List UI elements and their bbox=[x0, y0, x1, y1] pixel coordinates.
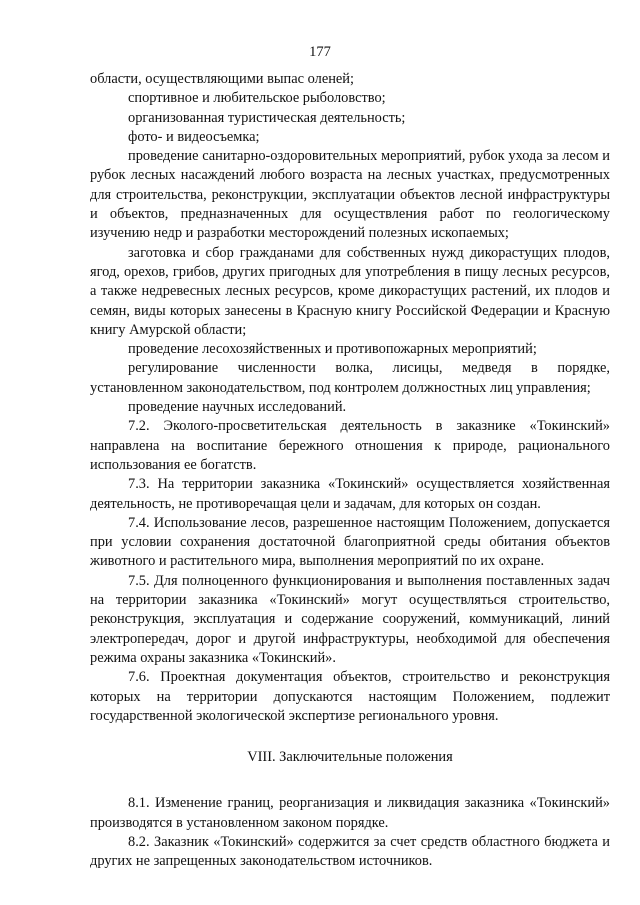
paragraph: 7.4. Использование лесов, разрешенное настоящим Положением, допускается при условии сохранения достаточной благоприятной среды обитания объектов животного и растительного мира, выполнения мероприятий по их охране. bbox=[90, 514, 610, 570]
paragraph: 7.2. Эколого-просветительская деятельность в заказнике «Токинский» направлена на воспитание бережного отношения к природе, рационального использования ее богатств. bbox=[90, 418, 610, 473]
paragraph: регулирование численности волка, лисицы, медведя в порядке, установленном законодательством, под контролем должностных лиц управления; bbox=[90, 360, 610, 396]
section-heading: VIII. Заключительные положения bbox=[247, 749, 453, 766]
page-number: 177 bbox=[309, 44, 331, 60]
paragraph: 7.3. На территории заказника «Токинский» осуществляется хозяйственная деятельность, не противоречащая цели и задачам, для которых он создан. bbox=[90, 476, 610, 512]
paragraph: организованная туристическая деятельность; bbox=[128, 109, 406, 126]
paragraph: заготовка и сбор гражданами для собственных нужд дикорастущих плодов, ягод, орехов, грибов, других пригодных для употребления в пищу лесных ресурсов, а также недревесных лесных ресурсов, кроме дикорастущих растений, их плодов и семян, виды которых занесены в Красную книгу Российской Федерации и Красную книгу Амурской области; bbox=[90, 244, 610, 338]
paragraph: спортивное и любительское рыболовство; bbox=[128, 90, 386, 107]
paragraph: области, осуществляющими выпас оленей; bbox=[90, 71, 354, 87]
document-body bbox=[90, 70, 610, 872]
paragraph: фото- и видеосъемка; bbox=[128, 128, 260, 145]
paragraph: 7.5. Для полноценного функционирования и выполнения поставленных задач на территории заказника «Токинский» могут осуществляться строительство, реконструкция, эксплуатация и содержание сооружений, коммуникаций, линий электропередач, дорог и другой инфраструктуры, необходимой для обеспечения режима охраны заказника «Токинский». bbox=[90, 572, 610, 666]
paragraph: 7.6. Проектная документация объектов, строительство и реконструкция которых на территории допускаются настоящим Положением, подлежит государственной экологической экспертизе регионального уровня. bbox=[90, 669, 610, 724]
paragraph: проведение санитарно-оздоровительных мероприятий, рубок ухода за лесом и рубок лесных насаждений любого возраста на лесных участках, предусмотренных для строительства, реконструкции, эксплуатации объектов лесной инфраструктуры и объектов, предназначенных для осуществления работ по геологическому изучению недр и разработки месторождений полезных ископаемых; bbox=[90, 148, 610, 242]
paragraph: 8.1. Изменение границ, реорганизация и ликвидация заказника «Токинский» производятся в установленном законом порядке. bbox=[90, 795, 610, 831]
paragraph: проведение научных исследований. bbox=[128, 399, 347, 416]
paragraph: проведение лесохозяйственных и противопожарных мероприятий; bbox=[128, 341, 537, 358]
paragraph: 8.2. Заказник «Токинский» содержится за счет средств областного бюджета и других не запрещенных законодательством источников. bbox=[90, 833, 610, 870]
